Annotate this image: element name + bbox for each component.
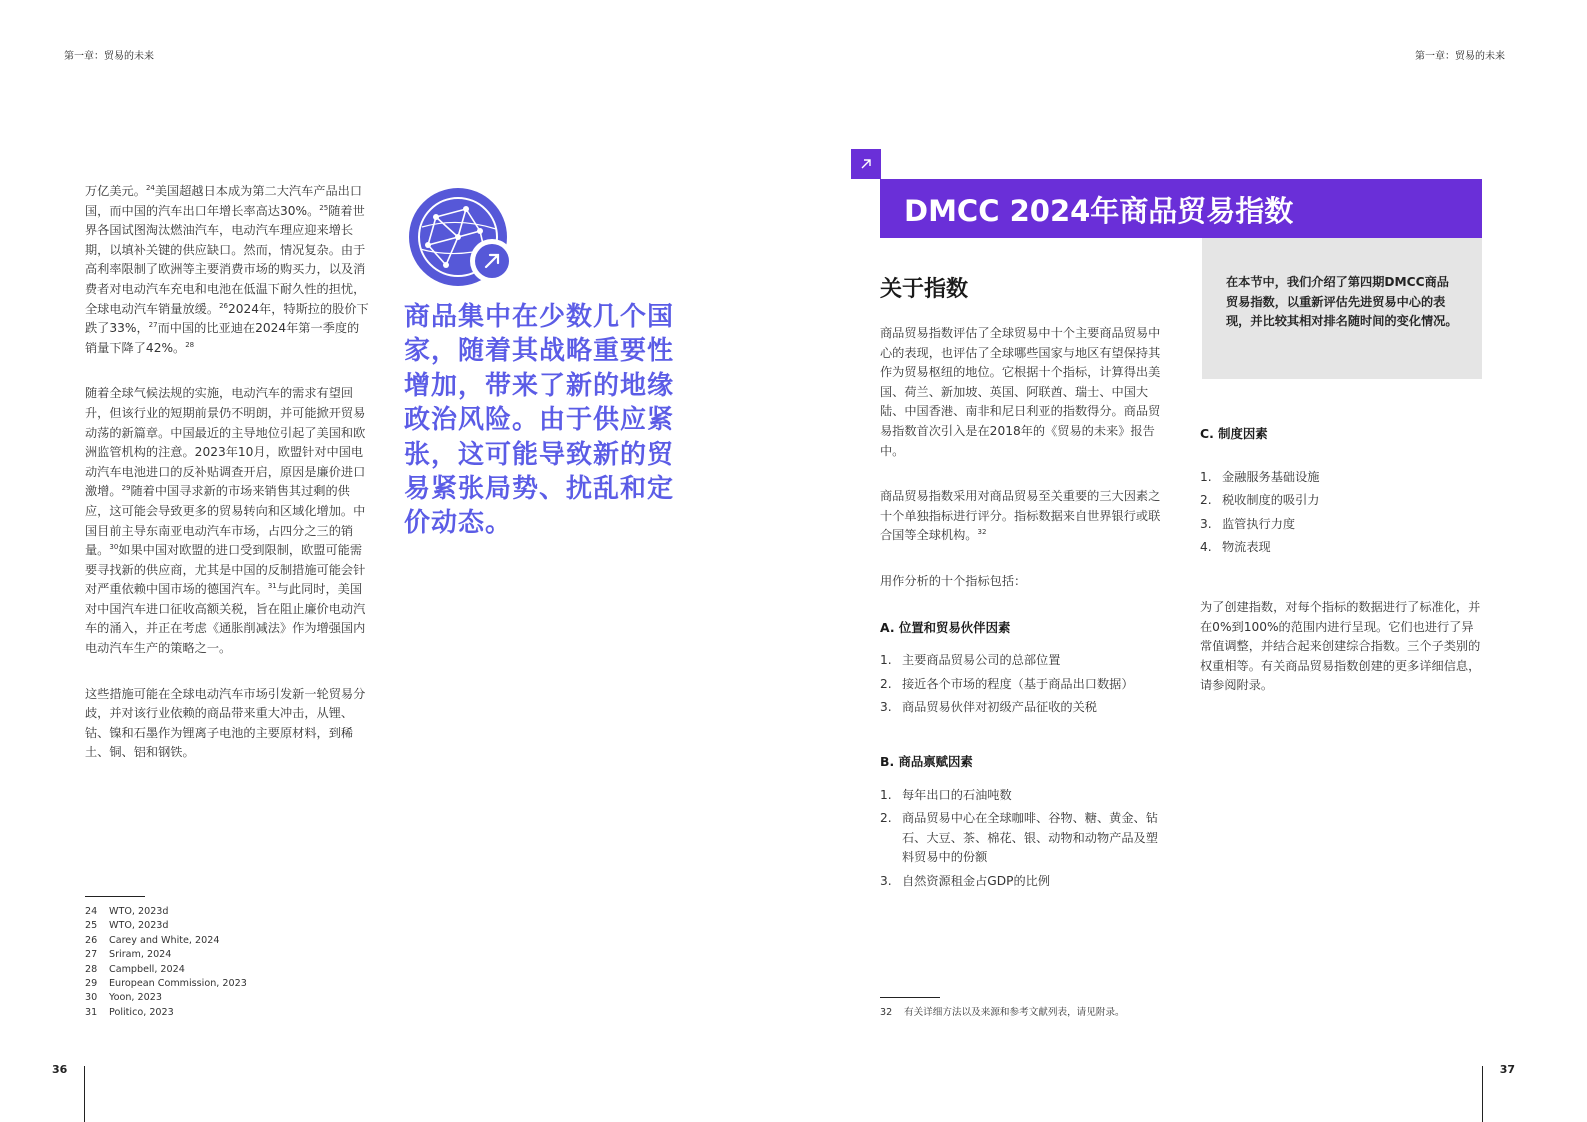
footnote: 32 有关详细方法以及来源和参考文献列表，请见附录。 (880, 1007, 1125, 1018)
footnote: 26 Carey and White, 2024 (85, 934, 220, 946)
paragraph: 万亿美元。$^{24}$美国超越日本成为第二大汽车产品出口国，而中国的汽车出口年增长率高达30%。$^{25}$随着世界各国试图淘汰燃油汽车，电动汽车理应迎来增长期，以填补关键的供应缺口。然而，情况复杂。由于高利率限制了欧洲等主要消费市场的购买力，以及消费者对电动汽车充电和电池在低温下耐久性的担忧，全球电动汽车销量放缓。$^{26}$2024年，特斯拉的股价下跌了33%，$^{27}$而中国的比亚迪在2024年第一季度的销量下降了42%。$^{28}$ (85, 183, 369, 355)
footnote: 31 Politico, 2023 (85, 1006, 174, 1018)
footnote-ref: 24 (145, 183, 155, 192)
list-item: 3. 商品贸易伙伴对初级产品征收的关税 (880, 700, 1097, 715)
category-c-heading: C. 制度因素 (1200, 426, 1268, 441)
footnote-ref: 25 (319, 203, 329, 212)
list-item: 2. 接近各个市场的程度（基于商品出口数据） (880, 676, 1134, 691)
footnote: 27 Sriram, 2024 (85, 949, 172, 961)
paragraph: 用作分析的十个指标包括： (880, 573, 1027, 588)
page-number-left: 36 (52, 1063, 68, 1076)
paragraph: 这些措施可能在全球电动汽车市场引发新一轮贸易分歧，并对该行业依赖的商品带来重大冲击，从锂、钴、镍和石墨作为锂离子电池的主要原材料，到稀土、铜、铝和钢铁。 (85, 686, 366, 760)
pull-quote: 商品集中在少数几个国家，随着其战略重要性增加，带来了新的地缘政治风险。由于供应紧张，这可能导致新的贸易紧张局势、扰乱和定价动态。 (404, 302, 675, 539)
left-body-text (85, 182, 369, 789)
right-column (1200, 424, 1485, 722)
category-b (880, 752, 1170, 892)
page-number-right: 37 (1499, 1063, 1515, 1076)
page-divider-left (84, 1066, 85, 1122)
category-a-heading: A. 位置和贸易伙伴因素 (880, 619, 1011, 635)
category-a (880, 618, 1170, 718)
category-a-list (880, 651, 1170, 718)
category-c-list (1200, 468, 1485, 558)
list-item: 1. 金融服务基础设施 (1200, 469, 1320, 484)
running-head-right: 第一章：贸易的未来 (1415, 51, 1505, 62)
footnote: 25 WTO, 2023d (85, 920, 169, 932)
footnote: 29 European Commission, 2023 (85, 978, 247, 990)
list-item: 1. 主要商品贸易公司的总部位置 (880, 653, 1061, 668)
page-divider-right (1482, 1066, 1483, 1122)
list-item: 3. 自然资源租金占GDP的比例 (880, 873, 1051, 888)
category-b-heading: B. 商品禀赋因素 (880, 753, 973, 769)
list-item: 2. 税收制度的吸引力 (1200, 493, 1320, 508)
footnotes-left (85, 905, 247, 1020)
footnote-ref: 32 (977, 528, 987, 537)
footnote-rule-left (85, 896, 145, 897)
list-item: 1. 每年出口的石油吨数 (880, 787, 1012, 802)
footnote-ref: 30 (109, 543, 119, 552)
middle-column (880, 324, 1170, 925)
category-b-list (880, 786, 1170, 892)
globe-network-icon (406, 187, 518, 287)
paragraph: 商品贸易指数采用对商品贸易至关重要的三大因素之十个单独指标进行评分。指标数据来自世界银行或联合国等全球机构。$^{32}$ (880, 489, 1161, 543)
list-item: 3. 监管执行力度 (1200, 516, 1296, 531)
section-title: DMCC 2024年商品贸易指数 (904, 194, 1294, 228)
running-head-left: 第一章：贸易的未来 (64, 51, 154, 62)
paragraph: 随着全球气候法规的实施，电动汽车的需求有望回升，但该行业的短期前景仍不明朗，并可能掀开贸易动荡的新篇章。中国最近的主导地位引起了美国和欧洲监管机构的注意。2023年10月，欧盟针对中国电动汽车电池进口的反补贴调查开启，原因是廉价进口激增。$^{29}$随着中国寻求新的市场来销售其过剩的供应，这可能会导致更多的贸易转向和区域化增加。中国目前主导东南亚电动汽车市场，占四分之三的销量。$^{30}$如果中国对欧盟的进口受到限制，欧盟可能需要寻找新的供应商，尤其是中国的反制措施可能会针对严重依赖中国市场的德国汽车。$^{31}$与此同时，美国对中国汽车进口征收高额关税，旨在阻止廉价电动汽车的涌入，并正在考虑《通胀削减法》作为增强国内电动汽车生产的策略之一。 (85, 386, 366, 656)
paragraph: 商品贸易指数评估了全球贸易中十个主要商品贸易中心的表现，也评估了全球哪些国家与地区有望保持其作为贸易枢纽的地位。它根据十个指标，计算得出美国、荷兰、新加坡、英国、阿联酋、瑞士、中国大陆、中国香港、南非和尼日利亚的指数得分。商品贸易指数首次引入是在2018年的《贸易的未来》报告中。 (880, 326, 1161, 458)
footnote: 30 Yoon, 2023 (85, 992, 162, 1004)
section-title-band (880, 179, 1482, 238)
footnote-rule-right (880, 997, 940, 998)
section-summary-box: 在本节中，我们介绍了第四期DMCC商品贸易指数，以重新评估先进贸易中心的表现，并比较其相对排名随时间的变化情况。 (1202, 238, 1482, 379)
subhead-about-index: 关于指数 (880, 277, 969, 302)
footnote-ref: 28 (185, 340, 195, 349)
list-item: 4. 物流表现 (1200, 540, 1271, 555)
list-item: 2. 商品贸易中心在全球咖啡、谷物、糖、黄金、钻石、大豆、茶、棉花、银、动物和动物产品及塑料贸易中的份额 (880, 811, 1158, 865)
footnotes-right (880, 1006, 1125, 1020)
footnote-ref: 31 (267, 582, 277, 591)
footnote: 28 Campbell, 2024 (85, 963, 185, 975)
methodology-paragraph: 为了创建指数，对每个指标的数据进行了标准化，并在0%到100%的范围内进行呈现。它们也进行了异常值调整，并结合起来创建综合指数。三个子类别的权重相等。有关商品贸易指数创建的更多详细信息，请参阅附录。 (1200, 599, 1481, 693)
intro-paragraphs (880, 324, 1170, 592)
footnote-ref: 26 (219, 301, 228, 310)
arrow-up-right-icon (851, 149, 881, 179)
footnote-ref: 29 (121, 484, 131, 493)
footnote: 24 WTO, 2023d (85, 906, 169, 917)
footnote-ref: 27 (148, 321, 158, 330)
